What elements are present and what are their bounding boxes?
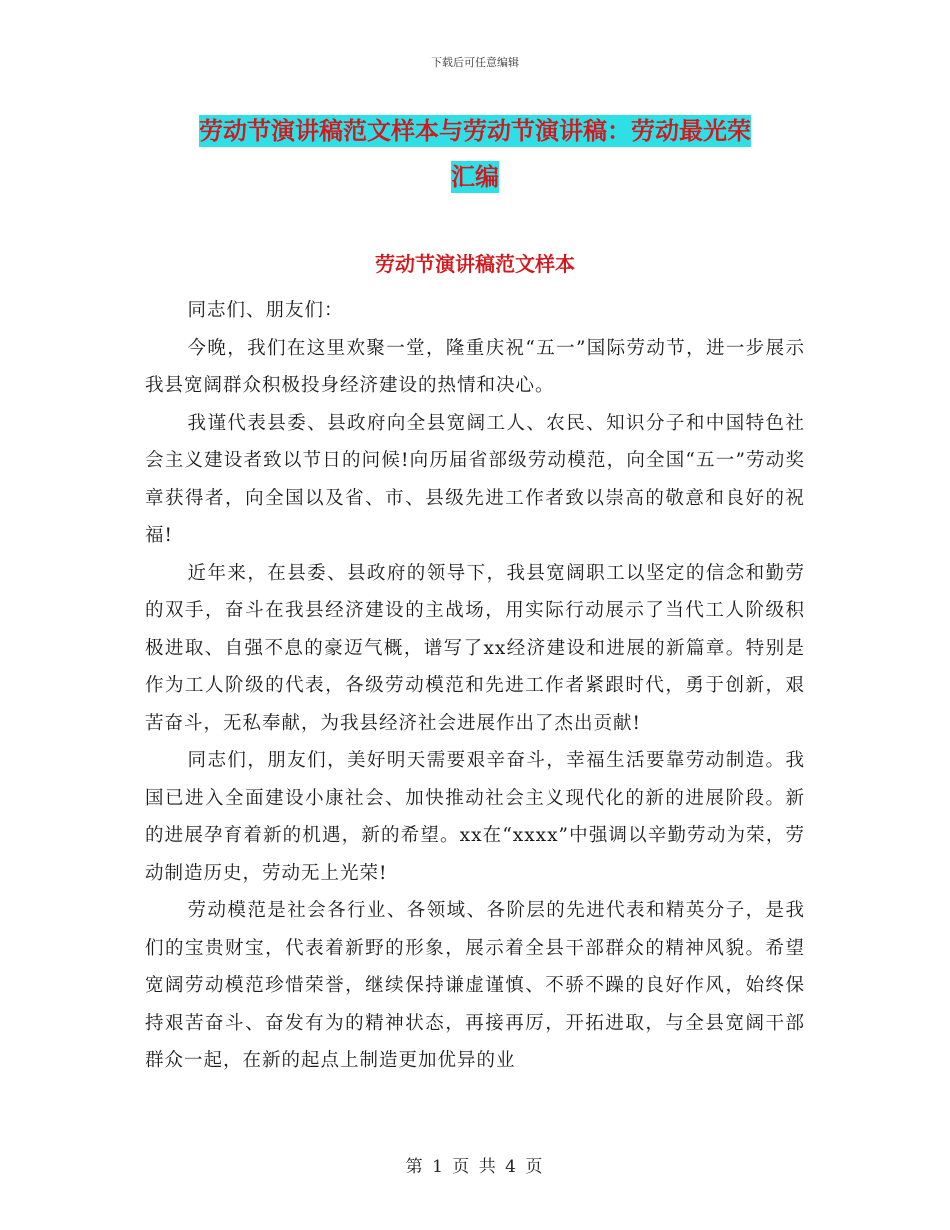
paragraph: 近年来，在县委、县政府的领导下，我县宽阔职工以坚定的信念和勤劳的双手，奋斗在我县经济建设的主战场，用实际行动展示了当代工人阶级积极进取、自强不息的豪迈气概，谱写了xx经济建设和进展的新篇章。特别是作为工人阶级的代表，各级劳动模范和先进工作者紧跟时代，勇于创新，艰苦奋斗，无私奉献，为我县经济社会进展作出了杰出贡献! — [145, 562, 805, 734]
paragraph: 同志们，朋友们，美好明天需要艰辛奋斗，幸福生活要靠劳动制造。我国已进入全面建设小康社会、加快推动社会主义现代化的新的进展阶段。新的进展孕育着新的机遇，新的希望。xx在“xxxx”中强调以辛勤劳动为荣，劳动制造历史，劳动无上光荣! — [145, 750, 805, 884]
section-title: 劳动节演讲稿范文样本 — [375, 252, 575, 276]
paragraph-salutation: 同志们、朋友们： — [187, 300, 344, 321]
document-title-line2: 汇编 — [451, 163, 499, 191]
document-title-line1: 劳动节演讲稿范文样本与劳动节演讲稿：劳动最光荣 — [199, 117, 751, 145]
paragraph: 劳动模范是社会各行业、各领域、各阶层的先进代表和精英分子，是我们的宝贵财宝，代表着新野的形象，展示着全县干部群众的精神风貌。希望宽阔劳动模范珍惜荣誉，继续保持谦虚谨慎、不骄不躁的良好作风，始终保持艰苦奋斗、奋发有为的精神状态，再接再厉，开拓进取，与全县宽阔干部群众一起，在新的起点上制造更加优异的业 — [145, 900, 805, 1071]
paragraph: 我谨代表县委、县政府向全县宽阔工人、农民、知识分子和中国特色社会主义建设者致以节日的问候!向历届省部级劳动模范，向全国“五一”劳动奖章获得者，向全国以及省、市、县级先进工作者致以崇高的敬意和良好的祝福! — [145, 412, 805, 546]
document-title — [145, 108, 805, 200]
page-number-footer: 第 1 页 共 4 页 — [405, 1157, 545, 1177]
document-body — [145, 292, 805, 1080]
paragraph: 今晚，我们在这里欢聚一堂，隆重庆祝“五一”国际劳动节，进一步展示我县宽阔群众积极投身经济建设的热情和决心。 — [145, 337, 805, 396]
page-header-note: 下载后可任意编辑 — [431, 56, 519, 69]
